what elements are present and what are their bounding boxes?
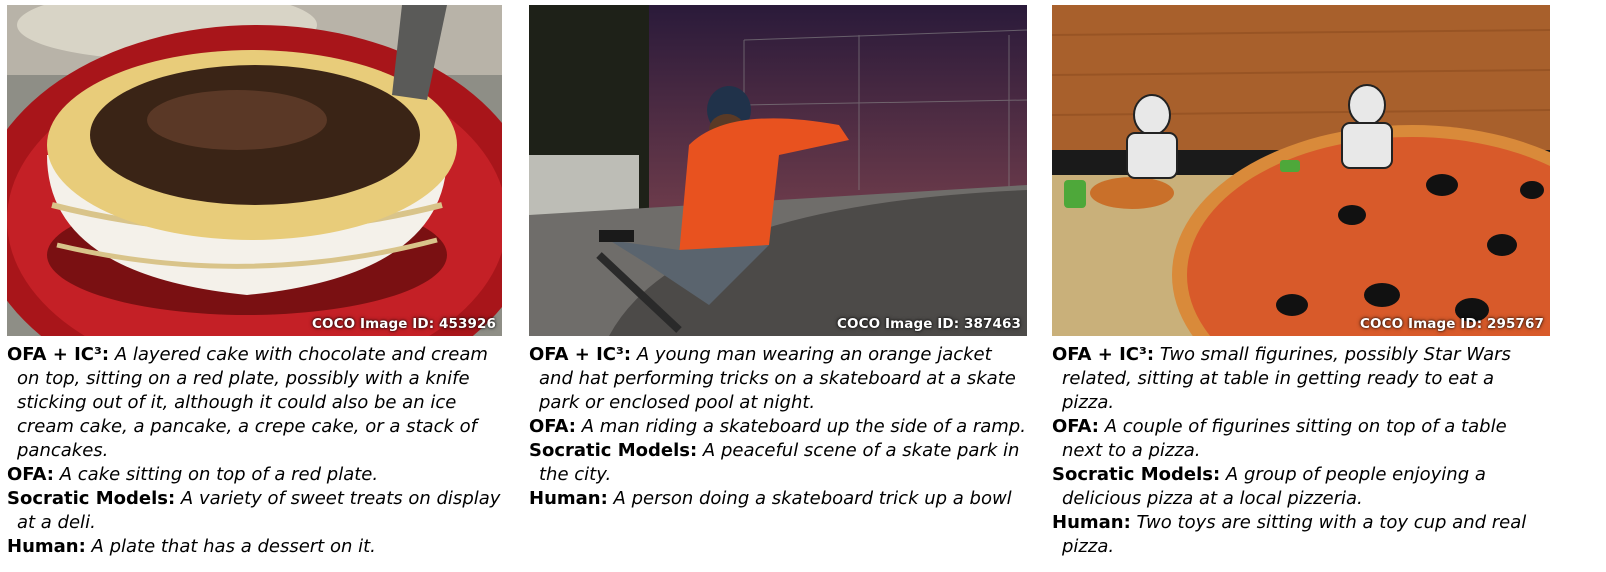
panel-cake — [7, 5, 502, 559]
caption-ofa-ic3: OFA + IC³: A young man wearing an orange jacket and hat performing tricks on a skateboard at a skate park or enclosed pool at night. — [529, 344, 1016, 413]
caption-ofa-ic3: OFA + IC³: Two small figurines, possibly Star Wars related, sitting at table in getting ready to eat a pizza. — [1052, 344, 1511, 413]
caption-socratic-models: Socratic Models: A variety of sweet treats on display at a deli. — [7, 488, 501, 533]
caption-ofa: OFA: A man riding a skateboard up the side of a ramp. — [529, 416, 1026, 437]
coco-image-id-label: COCO Image ID: 387463 — [837, 316, 1021, 332]
photo-cake — [7, 5, 502, 336]
caption-list — [1052, 343, 1550, 559]
caption-socratic-models: Socratic Models: A peaceful scene of a skate park in the city. — [529, 440, 1020, 485]
coco-image-id-label: COCO Image ID: 295767 — [1360, 316, 1544, 332]
panel-pizza — [1052, 5, 1550, 559]
coco-image-id-label: COCO Image ID: 453926 — [312, 316, 496, 332]
caption-list — [529, 343, 1027, 511]
pizza-image — [1052, 5, 1550, 336]
photo-pizza — [1052, 5, 1550, 336]
caption-ofa: OFA: A cake sitting on top of a red plate. — [7, 464, 379, 485]
caption-ofa-ic3: OFA + IC³: A layered cake with chocolate and cream on top, sitting on a red plate, possibly with a knife sticking out of it, although it could also be an ice cream cake, a pancake, a crepe cake, or a stack of pancakes. — [7, 344, 488, 461]
caption-list — [7, 343, 502, 559]
caption-ofa: OFA: A couple of figurines sitting on top of a table next to a pizza. — [1052, 416, 1507, 461]
caption-human: Human: A plate that has a dessert on it. — [7, 536, 376, 557]
skateboard-image — [529, 5, 1027, 336]
caption-human: Human: A person doing a skateboard trick up a bowl — [529, 488, 1012, 509]
panel-skateboard — [529, 5, 1027, 511]
caption-socratic-models: Socratic Models: A group of people enjoying a delicious pizza at a local pizzeria. — [1052, 464, 1486, 509]
cake-image — [7, 5, 502, 336]
photo-skateboard — [529, 5, 1027, 336]
caption-human: Human: Two toys are sitting with a toy cup and real pizza. — [1052, 512, 1527, 557]
